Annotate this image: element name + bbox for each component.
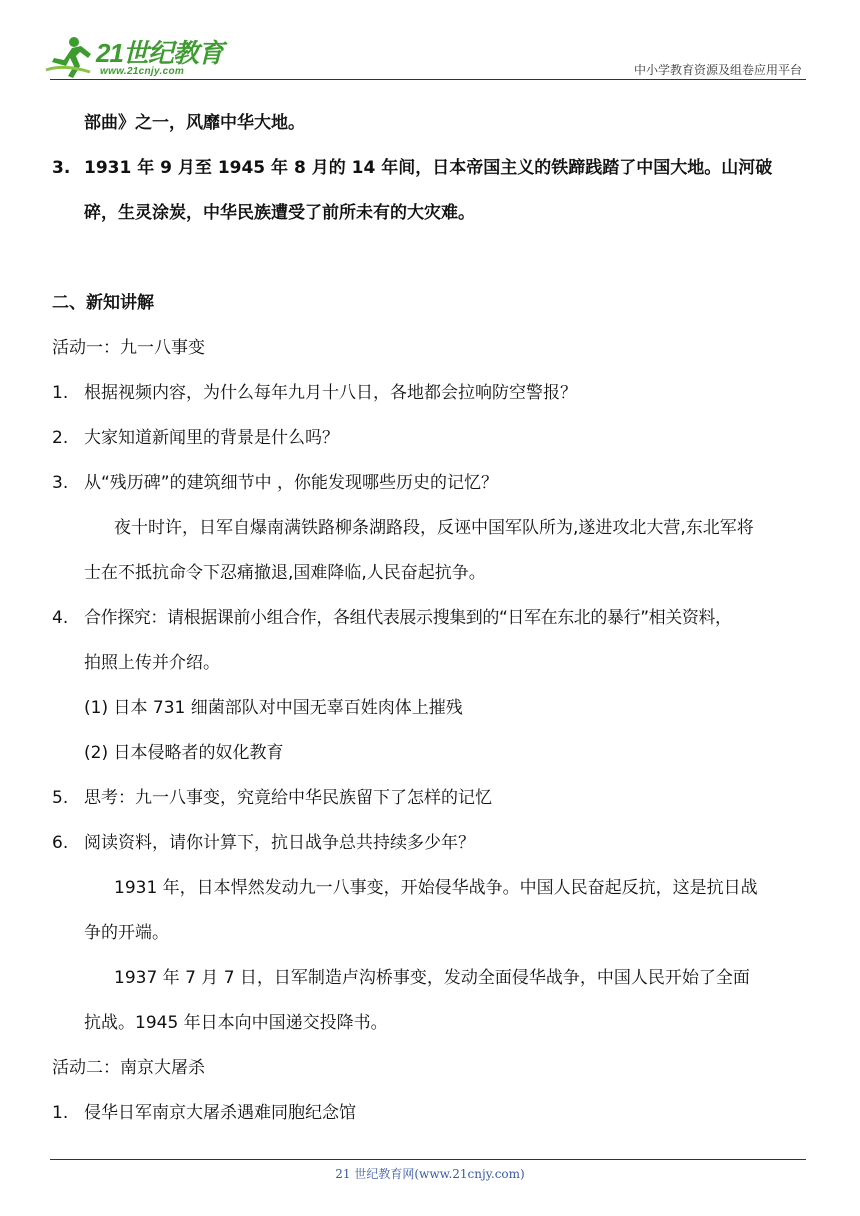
list-number: 6. [52,833,69,853]
list-item-text: 思考：九一八事变，究竟给中华民族留下了怎样的记忆 [84,788,492,808]
paragraph-line: 争的开端。 [84,923,169,943]
paragraph-line: 1937 年 7 月 7 日，日军制造卢沟桥事变，发动全面侵华战争，中国人民开始了全面 [114,968,750,988]
logo-url: www.21cnjy.com [100,66,185,77]
list-number: 5. [52,788,69,808]
paragraph-line: 1931 年，日本悍然发动九一八事变，开始侵华战争。中国人民奋起反抗，这是抗日战 [114,878,758,898]
list-number: 1. [52,383,69,403]
list-item-text: 侵华日军南京大屠杀遇难同胞纪念馆 [84,1103,356,1123]
continued-line: 部曲》之一，风靡中华大地。 [84,113,305,133]
activity-title: 活动一：九一八事变 [52,338,205,358]
list-item-text: 大家知道新闻里的背景是什么吗？ [84,428,339,448]
list-item-text: 阅读资料，请你计算下，抗日战争总共持续多少年？ [84,833,475,853]
list-item-text: 1931 年 9 月至 1945 年 8 月的 14 年间，日本帝国主义的铁蹄践踏了中国大地。山河破 [84,158,773,178]
list-item-text: 从“残历碑”的建筑细节中 ，你能发现哪些历史的记忆？ [84,473,499,493]
list-item-text-cont: 碎，生灵涂炭，中华民族遭受了前所未有的大灾难。 [84,203,475,223]
list-number: 3. [52,473,69,493]
list-number: 1. [52,1103,69,1123]
sub-item: (1) 日本 731 细菌部队对中国无辜百姓肉体上摧残 [84,698,463,718]
list-number: 3. [52,158,71,178]
section-heading: 二、新知讲解 [52,293,154,313]
list-number: 4. [52,608,69,628]
paragraph-line: 抗战。1945 年日本向中国递交投降书。 [84,1013,388,1033]
sub-item: (2) 日本侵略者的奴化教育 [84,743,284,763]
page-footer: 21 世纪教育网(www.21cnjy.com) [335,1167,525,1181]
list-number: 2. [52,428,69,448]
platform-label: 中小学教育资源及组卷应用平台 [633,63,802,77]
list-item-text: 根据视频内容，为什么每年九月十八日，各地都会拉响防空警报？ [84,383,577,403]
list-item-text: 合作探究：请根据课前小组合作，各组代表展示搜集到的“日军在东北的暴行”相关资料， [84,608,732,628]
activity-title: 活动二：南京大屠杀 [52,1058,205,1078]
paragraph-line: 士在不抵抗命令下忍痛撤退,国难降临,人民奋起抗争。 [84,563,486,583]
list-item-text-cont: 拍照上传并介绍。 [84,653,220,673]
paragraph-line: 夜十时许，日军自爆南满铁路柳条湖路段，反诬中国军队所为,遂进攻北大营,东北军将 [114,518,754,538]
logo-wordmark: 21世纪教育 [96,38,223,68]
footer-divider [50,1159,806,1160]
